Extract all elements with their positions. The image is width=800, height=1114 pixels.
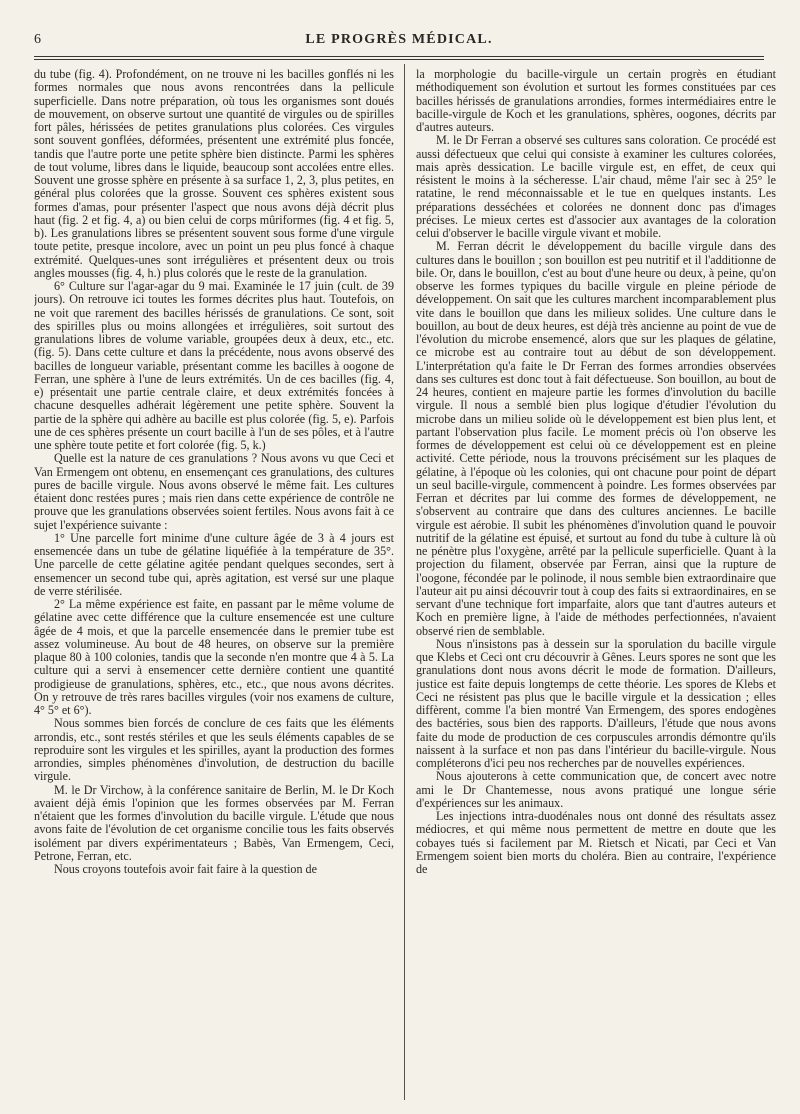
paragraph: Quelle est la nature de ces granulations ? Nous avons vu que Ceci et Van Ermengem ont obtenu, en ensemençant ces granulations, des cultures pures de bacille virgule. Nous avons observé le même fait. Les cultures étaient donc restées pures ; mais rien dans cette expérience de contrôle ne prouve que les granulations observées soient fertiles. Nous avons fait à ce sujet l'expérience suivante : (34, 451, 394, 532)
page-number: 6 (34, 32, 41, 47)
paragraph: Nous sommes bien forcés de conclure de ces faits que les éléments arrondis, etc., sont restés stériles et que les seuls éléments capables de se reproduire sont les virgules et les spirilles, ayant la production des formes arrondies, simples phénomènes d'involution, de destruction du bacille virgule. (34, 716, 394, 784)
paragraph: 2° La même expérience est faite, en passant par le même volume de gélatine avec cette différence que la culture ensemencée est une culture âgée de 4 mois, et que la parcelle ensemencée dans le premier tube est assez volumineuse. Au bout de 48 heures, on observe sur la première plaque 80 à 100 colonies, tandis que la seconde n'en montre que 4 à 5. La culture qui a servi à ensemencer cette dernière contient une quantité prodigieuse de granulations, sphères, etc., etc., que nous avons décrites. On y retrouve de très rares bacilles virgules (voir nos examens de culture, 4° 5° et 6°). (34, 597, 394, 717)
paragraph: 1° Une parcelle fort minime d'une culture âgée de 3 à 4 jours est ensemencée dans un tube de gélatine liquéfiée à la température de 35°. Une parcelle de cette gélatine agitée pendant quelques secondes, sert à ensemencer un second tube qui, après agitation, est versé sur une plaque de verre stérilisée. (34, 530, 394, 598)
paragraph: Les injections intra-duodénales nous ont donné des résultats assez médiocres, et qui même nous permettent de mettre en doute que les cobayes tués si facilement par M. Rietsch et Nicati, par Ceci et Van Ermengem soient bien morts du choléra. Bien au contraire, l'expérience de (416, 809, 776, 876)
left-column (34, 68, 394, 1098)
paragraph: la morphologie du bacille-virgule un certain progrès en étudiant méthodiquement son évolution et surtout les formes constituées par ces bacilles hérissés de granulations arrondies, formes intermédiaires entre le bacille-virgule de Koch et les granulations, sphères, oogones, décrits par d'autres auteurs. (416, 68, 776, 134)
paragraph: 6° Culture sur l'agar-agar du 9 mai. Examinée le 17 juin (cult. de 39 jours). On retrouve ici toutes les formes décrites plus haut. Toutefois, on ne voit que rarement des bacilles hérissés de granulations. Ce sont, soit des spirilles plus ou moins allongées et irrégulières, soit surtout des granulations libres de volume variable, groupées deux à deux, etc., etc. (fig. 5). Dans cette culture et dans la précédente, nous avons observé des bacilles de longueur variable, présentant comme les bacilles à oogone de Ferran, une sphère à l'une de leurs extrémités. Un de ces bacilles (fig. 4, e) présentait une partie centrale claire, et deux extrémités foncées à chacune desquelles adhérait légèrement une petite sphère. Souvent la partie de la sphère qui adhère au bacille est plus colorée (fig. 5, e). Parfois une de ces sphères présente un court bacille à l'un de ses pôles, et à l'autre une sphère toute petite et fort colorée (fig. 5, k.) (34, 279, 394, 452)
header-rule (34, 56, 764, 60)
paragraph: Nous ajouterons à cette communication que, de concert avec notre ami le Dr Chantemesse, nous avons pratiqué une longue série d'expériences sur les animaux. (416, 769, 776, 810)
running-title: LE PROGRÈS MÉDICAL. (305, 32, 493, 47)
paragraph: du tube (fig. 4). Profondément, on ne trouve ni les bacilles gonflés ni les formes normales que nous avons rencontrées dans la pellicule superficielle. Dans notre préparation, où tous les organismes sont doués de mouvement, on observe surtout une quantité de virgules ou de spirilles fort pâles, hérissées de petites granulations plus colorées. Ces virgules sont souvent gonflées, déformées, présentent une extrémité plus foncée, tandis que l'autre porte une petite sphère bien distincte. Parmi les sphères de tout volume, libres dans le liquide, beaucoup sont accolées entre elles. Souvent une grosse sphère en présente à sa surface 1, 2, 3, plus petites, en général plus colorées que la grosse. Souvent ces sphères existent sous formes d'amas, pour présenter l'aspect que nous avons déjà décrit plus haut (fig. 2 et fig. 4, a) ou bien celui de corps mûriformes (fig. 4 et fig. 5, b). Les granulations libres se présentent souvent sous forme d'une virgule toute petite, presque incolore, avec un point un peu plus foncé à chaque extrémité. Quelques-unes sont irrégulières et présentent deux ou trois angles mousses (fig. 4, h.) plus colorés que le reste de la granulation. (34, 68, 394, 280)
page-header (34, 30, 764, 54)
paragraph: Nous n'insistons pas à dessein sur la sporulation du bacille virgule que Klebs et Ceci ont cru découvrir à Gênes. Leurs spores ne sont que les granulations dont nous avons décrit le mode de formation. D'ailleurs, justice est faite depuis longtemps de cette théorie. Les spores de Klebs et Ceci ne résistent pas plus que le bacille virgule et la dessication ; elles diffèrent, comme l'a bien montré Van Ermengem, des spores endogènes des bactéries, sous bien des rapports. D'ailleurs, l'étude que nous avons faite du mode de production de ces corpuscules arrondis démontre qu'ils naissent à la surface et non pas dans l'intérieur du bacille-virgule. Nous compléterons d'ici peu nos recherches par de nouvelles expériences. (416, 636, 776, 770)
paragraph: M. Ferran décrit le développement du bacille virgule dans des cultures dans le bouillon ; son bouillon est peu nutritif et il l'additionne de bile. Or, dans le bouillon, c'est au bout d'une heure ou deux, à peine, qu'on observe les formes typiques du bacille virgule en pleine période de développement. On sait que les cultures marchent incomparablement plus vite dans le bouillon que dans les milieux solides. Une culture dans le bouillon, au bout de deux heures, est déjà très ancienne au point de vue de l'évolution du microbe ensemencé, alors que sur les plaques de gélatine, ce microbe est au contraire tout au début de son développement. L'interprétation qu'a faite le Dr Ferran des formes arrondies observées dans ses cultures est donc tout à fait défectueuse. Son bouillon, au bout de 24 heures, contient en majeure partie les formes d'involution du bacille virgule. Il nous a semblé bien plus logique d'étudier l'évolution du microbe dans un milieu solide où le développement est bien plus lent, et partant l'observation plus facile. Le moment précis où l'on observe les formes de développement est celui où ce développement est en pleine activité. Cette période, nous la trouvons précisément sur les plaques de gélatine, à l'époque où les colonies, qui ont chacune pour point de départ un seul bacille-virgule, commencent à poindre. Les formes observées par Ferran et décrites par lui comme des formes de développement, ne s'observent au contraire que dans des cultures anciennes. Le bacille virgule est aérobie. Il subit les phénomènes d'involution quand le pouvoir nutritif de la gélatine est épuisé, et surtout au fond du tube à culture là où ne pénètre plus l'oxygène, arrêté par la pellicule superficielle. Quant à la projection du filament, observée par Ferran, ainsi que la rupture de l'oogone, fécondée par le polinode, il nous semble bien extraordinaire que l'auteur ait pu ainsi découvrir tout à coup des faits si extraordinaires, en se servant d'une technique fort imparfaite, alors que tant d'autres auteurs et Koch en première ligne, à l'aide de méthodes perfectionnées, n'avaient observé rien de semblable. (416, 239, 776, 638)
paragraph: M. le Dr Virchow, à la conférence sanitaire de Berlin, M. le Dr Koch avaient déjà émis l'opinion que les formes observées par M. Ferran n'étaient que les formes d'involution du bacille virgule. L'étude que nous avons faite de l'évolution de cet organisme concilie tous les faits observés isolément par divers expérimentateurs ; Babès, Van Ermengem, Ceci, Petrone, Ferran, etc. (34, 782, 394, 863)
paragraph: Nous croyons toutefois avoir fait faire à la question de (54, 862, 317, 876)
paragraph: M. le Dr Ferran a observé ses cultures sans coloration. Ce procédé est aussi défectueux que celui qui consiste à examiner les cultures colorées, mais après dessication. Le bacille virgule est, en effet, de ceux qui résistent le moins à la sécheresse. L'air chaud, même l'air sec à 25° le ratatine, le rend méconnaissable et le tue en quelques instants. Les préparations desséchées et colorées ne donnent donc pas d'images précises. Le mieux certes est d'associer aux avantages de la coloration celui d'observer le bacille virgule vivant et mobile. (416, 133, 776, 240)
right-column (416, 68, 776, 1098)
column-divider (404, 64, 405, 1100)
